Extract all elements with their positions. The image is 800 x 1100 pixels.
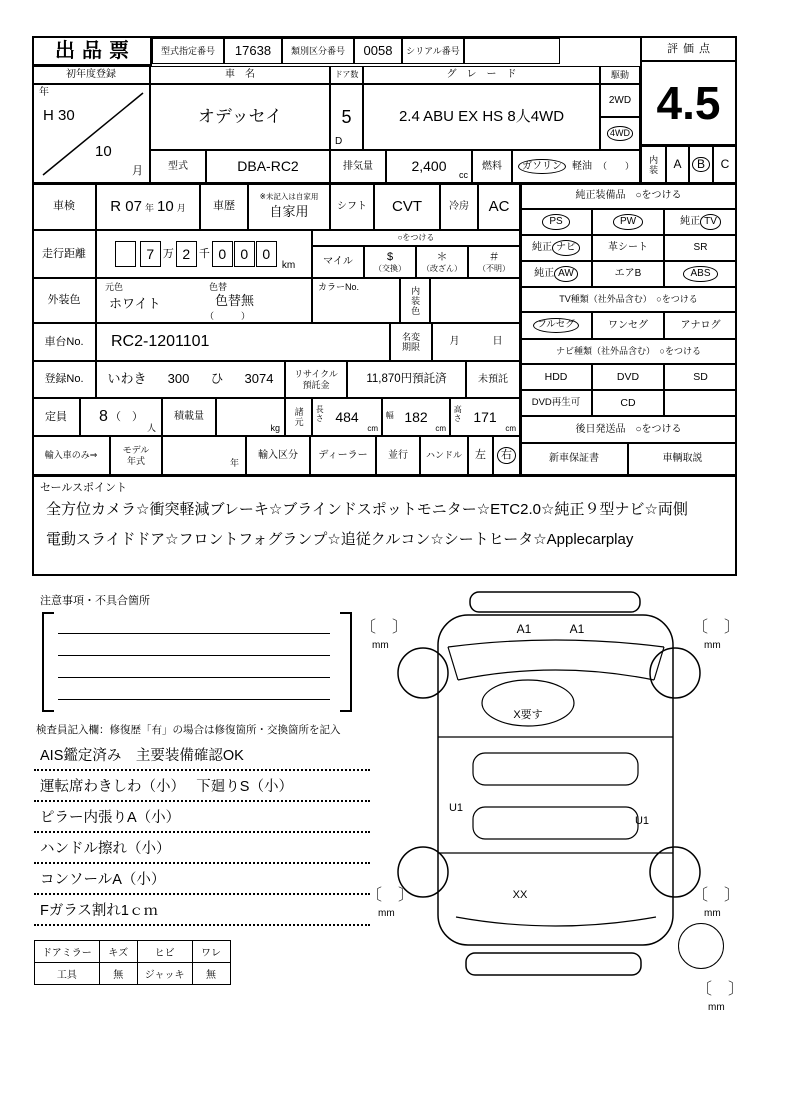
model-year-unit: 年 — [229, 457, 239, 468]
wheel-front-left — [398, 648, 448, 698]
grade-label: グ レ ー ド — [363, 66, 600, 84]
defect-line-1: AIS鑑定済み 主要装備確認OK — [34, 740, 370, 771]
tools-table — [34, 940, 231, 985]
notes-bracket-close — [340, 612, 352, 712]
tools-r2c2: 無 — [99, 963, 137, 985]
tv-type-header: TV種類（社外品含む） ○をつける — [520, 287, 737, 312]
later-ship-header: 後日発送品 ○をつける — [520, 416, 737, 443]
sales-line2: 電動スライドドア☆フロントフォグランプ☆追従クルコン☆シートヒータ☆Applecarplay — [46, 531, 634, 548]
tools-r2c4: 無 — [192, 963, 230, 985]
odo-d3: 0 — [256, 241, 277, 267]
defect-line-2: 運転席わきしわ（小） 下廻りS（小） — [34, 771, 370, 802]
notes-line-4 — [58, 699, 330, 700]
equip-header: 純正装備品 ○をつける — [520, 183, 737, 209]
height-unit: cm — [505, 423, 516, 433]
windshield-line — [458, 670, 654, 680]
odo-blank — [115, 241, 136, 267]
seat-row-2 — [473, 807, 638, 839]
defect-line-6: Fガラス割れ1ｃｍ — [34, 895, 370, 926]
bracket-top-left: 〔 〕 — [360, 619, 409, 636]
equip-tv: 純正 TV — [664, 209, 737, 235]
notes-bracket-open — [42, 612, 54, 712]
spec-label: 諸元 — [285, 398, 312, 436]
tools-r2c1: 工具 — [35, 963, 100, 985]
model-label: 型式 — [150, 150, 206, 183]
tools-r1c3: ヒビ — [137, 941, 192, 963]
separator-sales — [32, 475, 737, 477]
reg-no-label: 登録No. — [32, 361, 96, 398]
seat-row-1 — [473, 753, 638, 785]
mileage-altered: ＊ （改ざん） — [416, 246, 468, 278]
height-label: 高さ — [453, 405, 463, 423]
equip-sr: SR — [664, 235, 737, 261]
tools-r1c4: ワレ — [192, 941, 230, 963]
navi-cd: CD — [592, 390, 664, 416]
tv-fullseg: フルセグ — [520, 312, 592, 339]
bracket-spare: 〔 〕 — [696, 981, 745, 998]
capacity-label: 定員 — [32, 398, 80, 436]
bracket-bottom-left: 〔 〕 — [366, 887, 415, 904]
warranty-cell: 新車保証書 — [520, 443, 628, 475]
height-cell: 高さ 171 cm — [450, 398, 520, 436]
handle-right: 右 — [493, 436, 520, 475]
navi-hdd: HDD — [520, 364, 592, 390]
int-color-value — [430, 278, 520, 323]
handle-label: ハンドル — [420, 436, 468, 475]
front-bumper — [470, 592, 640, 612]
inspection-month-unit: 月 — [176, 203, 186, 213]
mark-x-note: X要す — [513, 709, 543, 721]
mark-a1-left: A1 — [516, 622, 532, 636]
ext-color-value — [96, 278, 312, 323]
drive-2wd: 2WD — [600, 84, 640, 117]
width-cell: 幅 182 cm — [382, 398, 450, 436]
odo-sen-digit: 2 — [176, 241, 197, 267]
width-unit: cm — [435, 423, 446, 433]
ac-label: 冷房 — [440, 183, 478, 230]
recycle-deposited: 11,870円預託済 — [347, 361, 466, 398]
hood-line — [448, 640, 664, 647]
load-label: 積載量 — [162, 398, 216, 436]
odo-man-unit: 万 — [162, 247, 174, 260]
length-label: 長さ — [315, 405, 325, 423]
navi-blank — [664, 390, 737, 416]
rating-label: 評価点 — [640, 36, 737, 62]
inspector-note: 検査員記入欄：修復歴「有」の場合は修復箇所・交換箇所を記入 — [36, 724, 341, 736]
class-code-label: 類別区分番号 — [282, 38, 354, 64]
import-parallel: 並行 — [376, 436, 420, 475]
import-type-label: 輸入区分 — [246, 436, 310, 475]
shift-value: CVT — [374, 183, 440, 230]
capacity-value: 8 （ ） 人 — [80, 398, 162, 436]
mm-bottom-right: mm — [704, 908, 721, 919]
tv-oneseg: ワンセグ — [592, 312, 664, 339]
ext-color-label: 外装色 — [32, 278, 96, 323]
inspection-label: 車検 — [32, 183, 96, 230]
name-change-value: 月 日 — [432, 323, 520, 361]
first-reg-era: H 30 — [43, 107, 75, 124]
rating-score: 4.5 — [640, 60, 737, 146]
odo-d2: 0 — [234, 241, 255, 267]
fuel-gasoline: ガソリン — [518, 159, 566, 175]
doors-value: 5 D — [330, 84, 363, 150]
displacement-value: 2,400 cc — [386, 150, 472, 183]
bracket-bottom-right: 〔 〕 — [692, 887, 741, 904]
sales-box — [32, 475, 737, 576]
mm-top-left: mm — [372, 640, 389, 651]
capacity-unit: 人 — [146, 422, 156, 433]
mileage-exchange: $ （交換） — [364, 246, 416, 278]
tv-analog: アナログ — [664, 312, 737, 339]
model-code-value: 17638 — [224, 38, 282, 64]
model-code-label: 型式指定番号 — [152, 38, 224, 64]
equip-navi: 純正 ナビ — [520, 235, 592, 261]
history-value: ※未記入は自家用 自家用 — [248, 183, 330, 230]
spare-wheel — [678, 923, 724, 969]
wheel-front-right — [650, 648, 700, 698]
defect-line-3: ピラー内張りA（小） — [34, 802, 370, 833]
model-year-value — [162, 436, 246, 475]
mark-u1-right: U1 — [634, 815, 650, 827]
mm-spare: mm — [708, 1002, 725, 1013]
import-label: 輸入車のみ⇒ — [32, 436, 110, 475]
a-pillar-left — [448, 647, 458, 680]
first-reg-label: 初年度登録 — [32, 66, 150, 84]
defect-line-4: ハンドル擦れ（小） — [34, 833, 370, 864]
doors-label: ドア数 — [330, 66, 363, 84]
navi-type-header: ナビ種類（社外品含む） ○をつける — [520, 339, 737, 364]
doors-sub: D — [335, 135, 343, 147]
car-name-label: 車 名 — [150, 66, 330, 84]
tools-r1c2: キズ — [99, 941, 137, 963]
mileage-mile: マイル — [312, 246, 364, 278]
capacity-paren: （ ） — [109, 410, 143, 423]
inspection-value: R 07 年 10 月 — [96, 183, 200, 230]
separator-left-right — [520, 183, 522, 475]
mileage-unknown: ＃ （不明） — [468, 246, 520, 278]
fuel-paren: （ ） — [597, 161, 634, 172]
int-color-label: 内装色 — [400, 278, 430, 323]
mark-xx: XX — [512, 889, 528, 901]
car-body — [438, 615, 673, 945]
equip-pw: PW — [592, 209, 664, 235]
interior-grade-a: A — [666, 146, 689, 183]
navi-dvd-play: DVD再生可 — [520, 390, 592, 416]
rear-bumper — [466, 953, 641, 975]
sales-label: セールスポイント — [40, 482, 128, 494]
base-color-label: 元色 — [105, 282, 124, 292]
history-note: ※未記入は自家用 — [259, 192, 319, 202]
chassis-value: RC2-1201101 — [96, 323, 390, 361]
first-reg-month-unit: 月 — [132, 165, 143, 178]
mileage-label: 走行距離 — [32, 230, 96, 278]
notes-header: 注意事項・不具合箇所 — [40, 595, 150, 607]
length-cell: 長さ 484 cm — [312, 398, 382, 436]
fuel-diesel: 軽油 — [571, 160, 592, 172]
odometer — [96, 230, 312, 278]
equip-ps: PS — [520, 209, 592, 235]
mm-top-right: mm — [704, 640, 721, 651]
color-change-value: 色替無 — [215, 293, 255, 308]
displacement-unit: cc — [459, 169, 468, 180]
mark-a1-right: A1 — [569, 622, 585, 636]
manual-cell: 車輌取説 — [628, 443, 737, 475]
reg-no-value: いわき 300 ひ 3074 — [96, 361, 285, 398]
ac-value: AC — [478, 183, 520, 230]
history-label: 車歴 — [200, 183, 248, 230]
interior-grade-b: B — [689, 146, 713, 183]
width-label: 幅 — [385, 411, 395, 420]
color-no-label: カラーNo. — [312, 278, 400, 323]
odo-d1: 0 — [212, 241, 233, 267]
sales-line1: 全方位カメラ☆衝突軽減ブレーキ☆ブラインドスポットモニター☆ETC2.0☆純正９型ナビ☆両側 — [46, 501, 688, 518]
notes-line-2 — [58, 655, 330, 656]
odo-unit: km — [281, 259, 296, 271]
load-value — [216, 398, 285, 436]
displacement-label: 排気量 — [330, 150, 386, 183]
model-value: DBA-RC2 — [206, 150, 330, 183]
interior-grade-c: C — [713, 146, 737, 183]
length-unit: cm — [367, 423, 378, 433]
first-reg-month: 10 — [95, 142, 112, 160]
drive-label: 駆動 — [600, 66, 640, 84]
import-dealer: ディーラー — [310, 436, 376, 475]
fuel-value — [512, 150, 640, 183]
inspection-year-unit: 年 — [144, 203, 154, 213]
color-change-paren: （ ） — [205, 310, 251, 321]
serial-label: シリアル番号 — [402, 38, 464, 64]
inspection-month: 10 — [157, 198, 174, 215]
tools-r1c1: ドアミラー — [35, 941, 100, 963]
base-color-value: ホワイト — [109, 296, 161, 311]
class-code-value: 0058 — [354, 38, 402, 64]
tools-r2c3: ジャッキ — [137, 963, 192, 985]
equip-abs: ABS — [664, 261, 737, 287]
car-name-value: オデッセイ — [150, 84, 330, 150]
navi-sd: SD — [664, 364, 737, 390]
serial-value — [464, 38, 560, 64]
first-reg-year-unit: 年 — [39, 87, 49, 98]
recycle-not-deposited: 未預託 — [466, 361, 520, 398]
rear-window-line — [456, 917, 656, 926]
notes-line-1 — [58, 633, 330, 634]
separator-rating — [640, 36, 642, 183]
car-diagram — [378, 585, 733, 985]
odo-man-digit: 7 — [140, 241, 161, 267]
equip-airbag: エアB — [592, 261, 664, 287]
mileage-mark-note: ○をつける — [312, 230, 520, 246]
bracket-top-right: 〔 〕 — [692, 619, 741, 636]
equip-aw: 純正 AW — [520, 261, 592, 287]
recycle-label: リサイクル 預託金 — [285, 361, 347, 398]
handle-left: 左 — [468, 436, 493, 475]
mark-u1-left: U1 — [448, 802, 464, 814]
drive-4wd: 4WD — [600, 117, 640, 150]
model-year-label: モデル 年式 — [110, 436, 162, 475]
first-reg-cell — [32, 84, 150, 183]
interior-grade-label: 内装 — [640, 146, 666, 183]
defect-line-5: コンソールA（小） — [34, 864, 370, 895]
equip-leather: 革シート — [592, 235, 664, 261]
mm-bottom-left: mm — [378, 908, 395, 919]
odo-sen-unit: 千 — [198, 247, 210, 260]
chassis-label: 車台No. — [32, 323, 96, 361]
load-unit: kg — [270, 422, 280, 433]
name-change-label: 名変 期限 — [390, 323, 432, 361]
grade-value: 2.4 ABU EX HS 8人4WD — [363, 84, 600, 150]
page-title: 出品票 — [32, 36, 152, 66]
color-change-label: 色替 — [209, 282, 228, 292]
shift-label: シフト — [330, 183, 374, 230]
fuel-label: 燃料 — [472, 150, 512, 183]
navi-dvd: DVD — [592, 364, 664, 390]
notes-line-3 — [58, 677, 330, 678]
separator-top-middle — [32, 183, 737, 185]
